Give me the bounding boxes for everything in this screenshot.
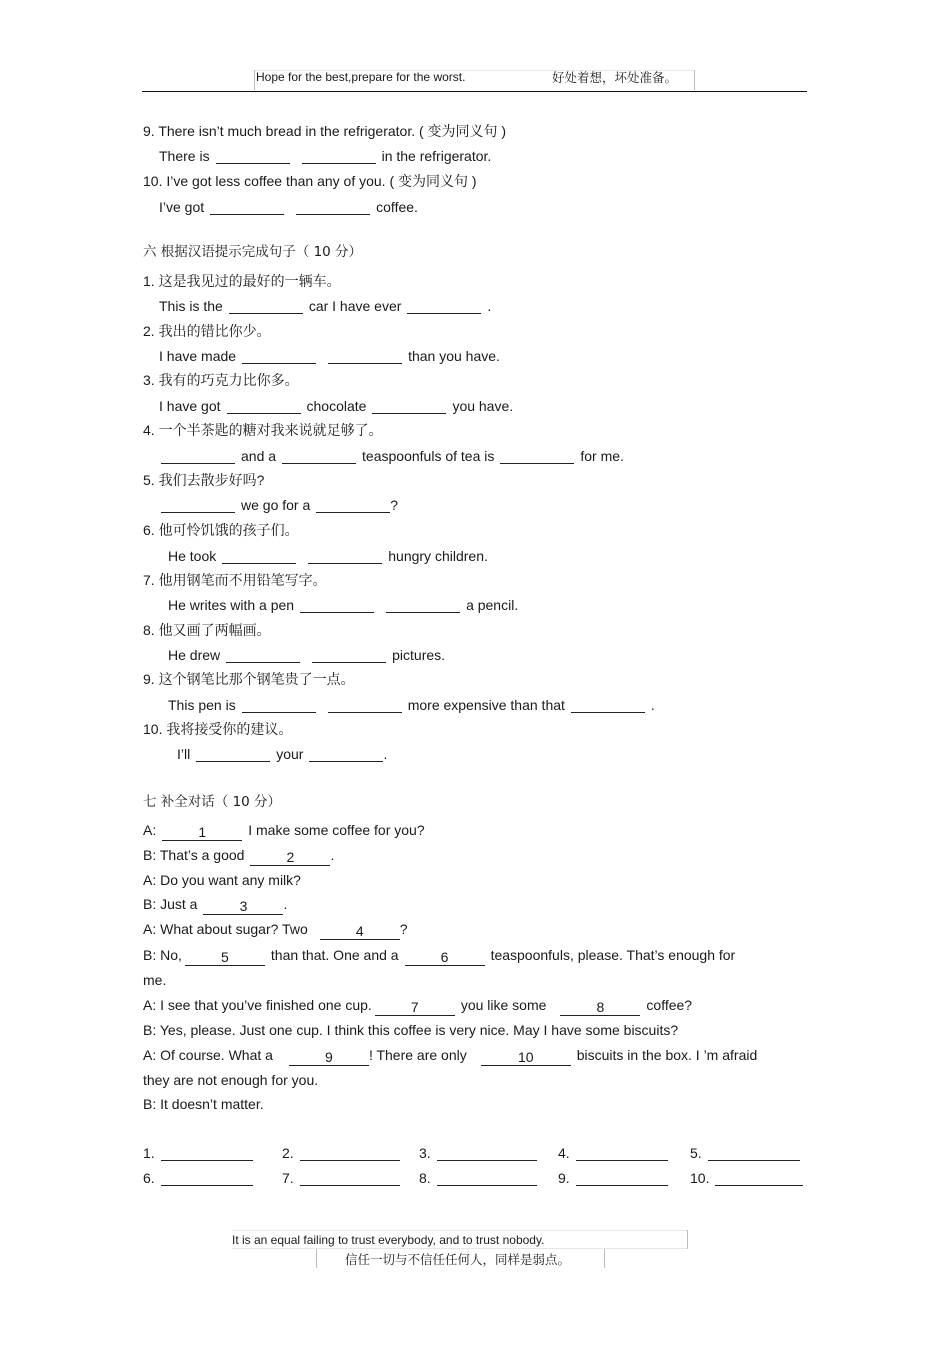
s6-q7-en: He writes with a pen a pencil.	[168, 597, 519, 613]
dialog-line-6: B: No, 5 than that. One and a 6 teaspoonfuls, please. That’s enough for	[143, 947, 736, 965]
answer-9: 9.	[558, 1170, 668, 1186]
s6-q4-cn: 4. 一个半茶匙的糖对我来说就足够了。	[143, 422, 383, 438]
answer-blank[interactable]	[500, 449, 574, 464]
s6-q7-cn: 7. 他用钢笔而不用铅笔写字。	[143, 572, 327, 588]
answer-4: 4.	[558, 1145, 668, 1161]
dialog-blank-8[interactable]: 8	[560, 1000, 640, 1016]
answer-blank[interactable]	[302, 149, 376, 164]
s6-q5-en: we go for a ?	[155, 496, 398, 514]
s6-q1-cn: 1. 这是我见过的最好的一辆车。	[143, 273, 341, 289]
s6-q2-cn: 2. 我出的错比你少。	[143, 323, 271, 339]
answer-blank[interactable]	[196, 747, 270, 762]
answer-blank[interactable]	[161, 1171, 253, 1186]
answer-8: 8.	[419, 1170, 537, 1186]
s6-q4-en: and a teaspoonfuls of tea is for me.	[155, 447, 624, 465]
dialog-line-9b: they are not enough for you.	[143, 1072, 319, 1088]
answer-blank[interactable]	[308, 549, 382, 564]
answer-blank[interactable]	[300, 1146, 400, 1161]
section7-title: 七 补全对话（ 10 分）	[143, 794, 282, 810]
s6-q3-cn: 3. 我有的巧克力比你多。	[143, 372, 299, 388]
dialog-line-1: A: 1 I make some coffee for you?	[143, 822, 425, 840]
dialog-line-5: A: What about sugar? Two 4 ?	[143, 921, 408, 939]
answer-2: 2.	[282, 1145, 400, 1161]
answer-blank[interactable]	[300, 1171, 400, 1186]
section6-title: 六 根据汉语提示完成句子（ 10 分）	[143, 244, 363, 260]
answer-7: 7.	[282, 1170, 400, 1186]
answer-blank[interactable]	[300, 598, 374, 613]
dialog-blank-10[interactable]: 10	[481, 1050, 571, 1066]
answer-blank[interactable]	[571, 698, 645, 713]
header-motto-chinese: 好处着想，坏处准备。	[552, 70, 678, 85]
dialog-blank-3[interactable]: 3	[203, 899, 283, 915]
dialog-line-10: B: It doesn’t matter.	[143, 1096, 264, 1112]
answer-blank[interactable]	[316, 498, 390, 513]
answer-blank[interactable]	[372, 399, 446, 414]
s6-q9-en: This pen is more expensive than that .	[168, 697, 655, 713]
answer-blank[interactable]	[312, 648, 386, 663]
footer-motto-chinese: 信任一切与不信任任何人，同样是弱点。	[345, 1252, 571, 1267]
s6-q5-cn: 5. 我们去散步好吗?	[143, 472, 265, 488]
dialog-blank-5[interactable]: 5	[185, 950, 265, 966]
answer-blank[interactable]	[309, 747, 383, 762]
p5-q10: 10. I’ve got less coffee than any of you. ( 变为同义句 )	[143, 173, 477, 189]
answer-blank[interactable]	[576, 1171, 668, 1186]
s6-q3-en: I have got chocolate you have.	[159, 398, 514, 414]
answer-blank[interactable]	[242, 349, 316, 364]
dialog-line-3: A: Do you want any milk?	[143, 872, 301, 888]
s6-q6-en: He took hungry children.	[168, 548, 488, 564]
answer-3: 3.	[419, 1145, 537, 1161]
answer-6: 6.	[143, 1170, 253, 1186]
answer-blank[interactable]	[227, 399, 301, 414]
answer-blank[interactable]	[161, 498, 235, 513]
dialog-line-8: B: Yes, please. Just one cup. I think this coffee is very nice. May I have some biscuits?	[143, 1022, 679, 1038]
answer-blank[interactable]	[161, 449, 235, 464]
dialog-blank-6[interactable]: 6	[405, 950, 485, 966]
p5-q10-answer: I’ve got coffee.	[159, 199, 418, 215]
header-motto-english: Hope for the best,prepare for the worst.	[256, 70, 466, 84]
answer-blank[interactable]	[242, 698, 316, 713]
answer-blank[interactable]	[226, 648, 300, 663]
answer-blank[interactable]	[229, 299, 303, 314]
dialog-line-9: A: Of course. What a 9 ! There are only 10 biscuits in the box. I ’m afraid	[143, 1047, 758, 1065]
answer-1: 1.	[143, 1145, 253, 1161]
answer-5: 5.	[690, 1145, 800, 1161]
answer-blank[interactable]	[407, 299, 481, 314]
answer-blank[interactable]	[328, 698, 402, 713]
s6-q6-cn: 6. 他可怜饥饿的孩子们。	[143, 522, 299, 538]
answer-blank[interactable]	[708, 1146, 800, 1161]
dialog-line-6b: me.	[143, 972, 167, 988]
s6-q9-cn: 9. 这个钢笔比那个钢笔贵了一点。	[143, 671, 355, 687]
answer-blank[interactable]	[222, 549, 296, 564]
answer-blank[interactable]	[161, 1146, 253, 1161]
answer-blank[interactable]	[216, 149, 290, 164]
dialog-blank-4[interactable]: 4	[320, 924, 400, 940]
s6-q10-en: I’ll your .	[177, 746, 388, 762]
answer-blank[interactable]	[386, 598, 460, 613]
footer-motto-english: It is an equal failing to trust everybody, and to trust nobody.	[232, 1233, 545, 1247]
dialog-blank-2[interactable]: 2	[250, 850, 330, 866]
answer-blank[interactable]	[715, 1171, 803, 1186]
s6-q2-en: I have made than you have.	[159, 348, 500, 364]
header-rule	[142, 91, 807, 92]
dialog-blank-7[interactable]: 7	[375, 1000, 455, 1016]
s6-q8-cn: 8. 他又画了两幅画。	[143, 622, 271, 638]
answer-blank[interactable]	[296, 200, 370, 215]
answer-blank[interactable]	[210, 200, 284, 215]
dialog-line-2: B: That’s a good 2 .	[143, 847, 335, 865]
s6-q10-cn: 10. 我将接受你的建议。	[143, 721, 293, 737]
answer-blank[interactable]	[282, 449, 356, 464]
s6-q8-en: He drew pictures.	[168, 647, 446, 663]
answer-10: 10.	[690, 1170, 803, 1186]
answer-blank[interactable]	[437, 1146, 537, 1161]
answer-blank[interactable]	[437, 1171, 537, 1186]
p5-q9-answer: There is in the refrigerator.	[159, 148, 492, 164]
dialog-blank-1[interactable]: 1	[162, 825, 242, 841]
answer-blank[interactable]	[328, 349, 402, 364]
dialog-line-4: B: Just a 3 .	[143, 896, 288, 914]
dialog-blank-9[interactable]: 9	[289, 1050, 369, 1066]
p5-q9: 9. There isn’t much bread in the refrigerator. ( 变为同义句 )	[143, 123, 507, 139]
s6-q1-en: This is the car I have ever .	[159, 298, 492, 314]
dialog-line-7: A: I see that you’ve finished one cup. 7 you like some 8 coffee?	[143, 997, 693, 1015]
answer-blank[interactable]	[576, 1146, 668, 1161]
